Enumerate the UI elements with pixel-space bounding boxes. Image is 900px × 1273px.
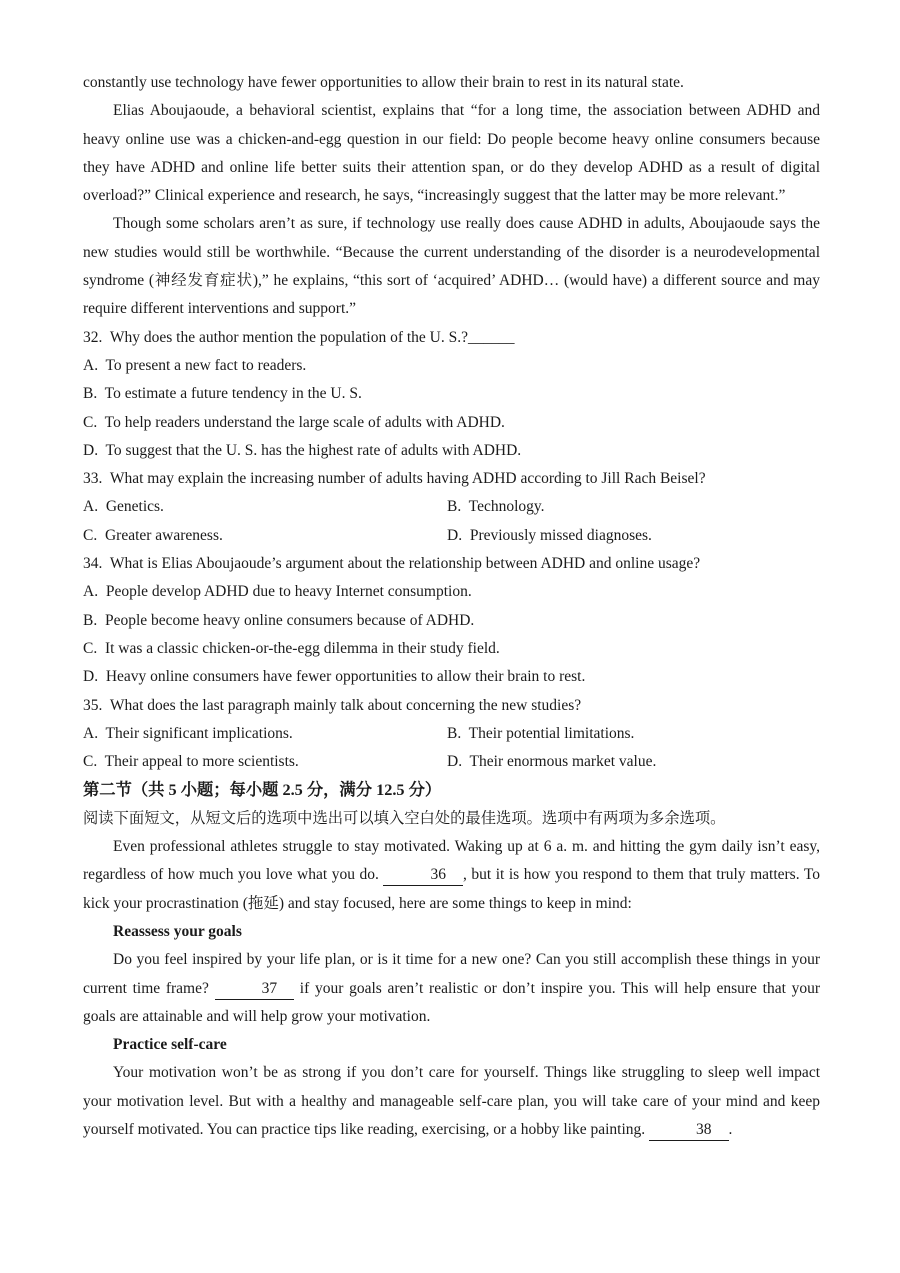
subheading-practice-self-care: Practice self-care: [113, 1036, 227, 1054]
blank-36: 36: [383, 865, 463, 886]
blank-37: 37: [215, 979, 295, 1000]
question-35-option-b: B. Their potential limitations.: [447, 724, 635, 742]
question-33: 33. What may explain the increasing number of adults having ADHD according to Jill Rach Beisel?: [83, 470, 706, 488]
question-34: 34. What is Elias Aboujaoude’s argument about the relationship between ADHD and online usage?: [83, 555, 701, 573]
continued-paragraph-line: constantly use technology have fewer opportunities to allow their brain to rest in its natural state.: [83, 74, 684, 91]
question-35-options-row-1: [83, 720, 820, 748]
section-2-instructions: 阅读下面短文，从短文后的选项中选出可以填入空白处的最佳选项。选项中有两项为多余选项。: [83, 809, 726, 827]
question-32-option-c: C. To help readers understand the large scale of adults with ADHD.: [83, 413, 505, 431]
paragraph-aboujaoude-quote: Elias Aboujaoude, a behavioral scientist, explains that “for a long time, the association between ADHD and heavy online use was a chicken-and-egg question in our field: Do people become heavy online consumers because they have ADHD and online life better suits their attention span, or do they develop ADHD as a result of digital overload?” Clinical experience and research, he says, “increasingly suggest that the latter may be more relevant.”: [83, 102, 824, 205]
question-34-option-a: A. People develop ADHD due to heavy Internet consumption.: [83, 583, 472, 601]
question-32-option-a: A. To present a new fact to readers.: [83, 356, 307, 374]
paragraph-athletes-motivation: Even professional athletes struggle to stay motivated. Waking up at 6 a. m. and hitting the gym daily isn’t easy, regardless of how much you love what you do. 36 , but it is how you respond to them that truly matters. To kick your procrastination (拖延) and stay focused, here are some things to keep in mind:: [83, 838, 824, 912]
question-32-option-b: B. To estimate a future tendency in the U. S.: [83, 385, 362, 403]
blank-38: 38: [649, 1120, 729, 1141]
question-34-option-c: C. It was a classic chicken-or-the-egg dilemma in their study field.: [83, 639, 500, 657]
question-35-options-row-2: [83, 748, 820, 776]
question-34-option-b: B. People become heavy online consumers because of ADHD.: [83, 611, 475, 629]
question-33-options-row-1: [83, 493, 820, 521]
question-34-option-d: D. Heavy online consumers have fewer opportunities to allow their brain to rest.: [83, 668, 586, 686]
subheading-reassess-your-goals: Reassess your goals: [113, 922, 242, 940]
question-33-options-row-2: [83, 522, 820, 550]
question-35-option-c: C. Their appeal to more scientists.: [83, 753, 299, 771]
question-35: 35. What does the last paragraph mainly talk about concerning the new studies?: [83, 696, 582, 714]
question-33-option-d: D. Previously missed diagnoses.: [447, 526, 652, 544]
paragraph-scholars-new-studies: Though some scholars aren’t as sure, if technology use really does cause ADHD in adults, Aboujaoude says the new studies would still be worthwhile. “Because the current understanding of the disorder is a neurodevelopmental syndrome (神经发育症状),” he explains, “this sort of ‘acquired’ ADHD… (would have) a different source and may require different interventions and support.”: [83, 215, 824, 318]
section-2-heading: 第二节（共 5 小题；每小题 2.5 分，满分 12.5 分）: [83, 780, 442, 800]
paragraph-reassess-goals: Do you feel inspired by your life plan, or is it time for a new one? Can you still accomplish these things in your current time frame? 37 if your goals aren’t realistic or don’t inspire you. This will help ensure that your goals are attainable and will help grow your motivation.: [83, 951, 824, 1025]
question-33-option-b: B. Technology.: [447, 498, 545, 516]
question-35-option-a: A. Their significant implications.: [83, 724, 293, 742]
question-32: 32. Why does the author mention the population of the U. S.?______: [83, 328, 515, 346]
question-33-option-c: C. Greater awareness.: [83, 526, 223, 544]
question-35-option-d: D. Their enormous market value.: [447, 753, 657, 771]
question-32-option-d: D. To suggest that the U. S. has the highest rate of adults with ADHD.: [83, 441, 522, 459]
paragraph-practice-self-care: Your motivation won’t be as strong if you don’t care for yourself. Things like struggling to sleep well impact your motivation level. But with a healthy and manageable self-care plan, you will take care of your mind and keep yourself motivated. You can practice tips like reading, exercising, or a hobby like painting. 38 .: [83, 1059, 820, 1144]
question-33-option-a: A. Genetics.: [83, 498, 164, 516]
